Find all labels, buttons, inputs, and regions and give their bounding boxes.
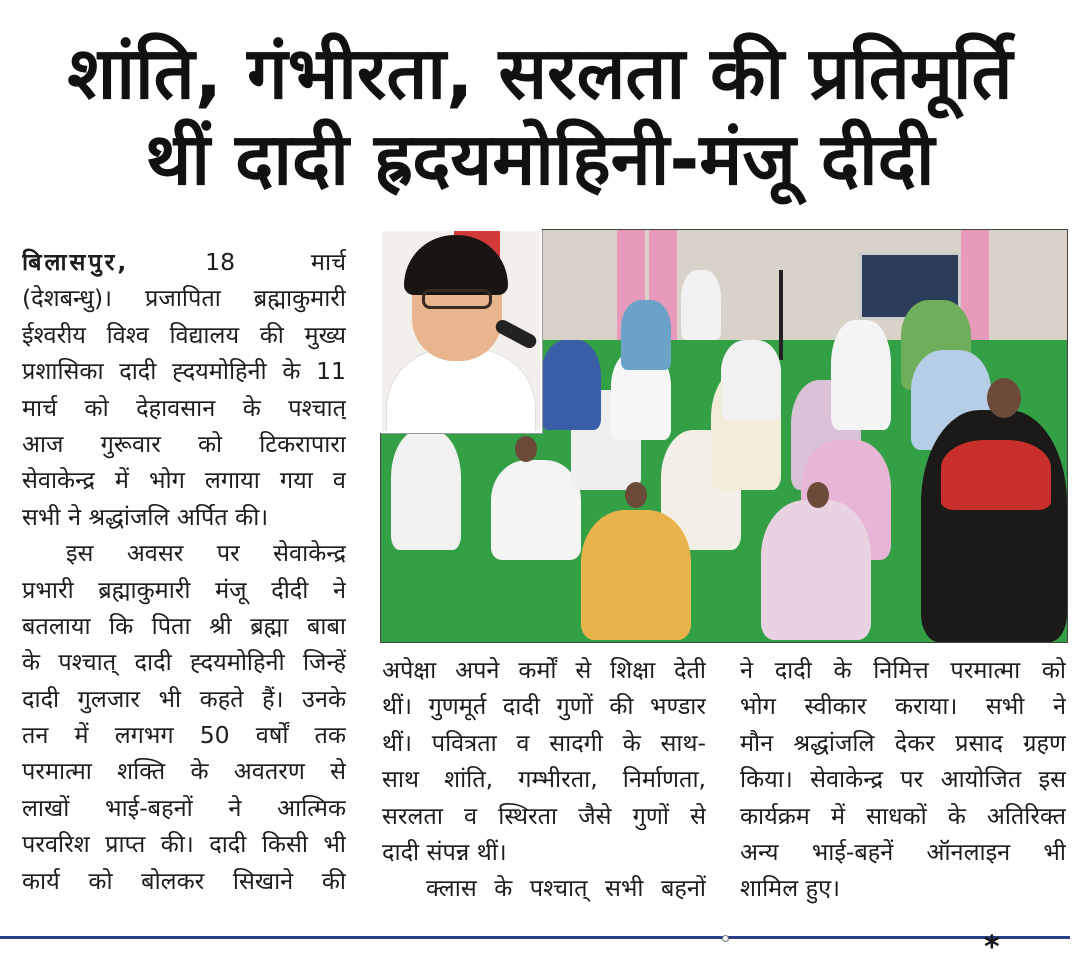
- text-line: प्रशासिका दादी ह्दयमोहिनी के 11: [22, 357, 346, 386]
- photo-person: [681, 270, 721, 340]
- text-line: ने दादी के निमित्त परमात्मा को: [740, 656, 1066, 684]
- text-line: लाखों भाई-बहनों ने आत्मिक: [22, 793, 346, 822]
- text-line: दादी संपन्न थीं।: [382, 837, 507, 866]
- rule-dot: [722, 935, 729, 942]
- text-line: सेवाकेन्द्र में भोग लगाया गया व: [22, 466, 346, 495]
- text-line: मार्च को देहावसान के पश्चात्: [22, 393, 346, 422]
- text-line: अपेक्षा अपने कर्मों से शिक्षा देती: [382, 656, 706, 684]
- end-mark: *: [984, 930, 1000, 965]
- portrait-glasses: [422, 289, 492, 309]
- text-line: भोग स्वीकार कराया। सभी ने: [740, 692, 1066, 721]
- text-line: के पश्चात् दादी ह्दयमोहिनी जिन्हें: [22, 648, 346, 677]
- photo-person-head: [987, 378, 1021, 418]
- text-line: आज गुरूवार को टिकरापारा: [22, 429, 346, 458]
- text-line: किया। सेवाकेन्द्र पर आयोजित इस: [740, 765, 1066, 794]
- text-line: कार्यक्रम में साधकों के अतिरिक्त: [740, 801, 1066, 830]
- text-line: थीं। गुणमूर्त दादी गुणों की भण्डार: [382, 692, 706, 721]
- photo-tripod: [779, 270, 783, 360]
- text-line: तन में लगभग 50 वर्षों तक: [22, 721, 346, 750]
- photo-person: [391, 430, 461, 550]
- photo-person: [491, 460, 581, 560]
- photo-person: [761, 500, 871, 640]
- text-line: अन्य भाई-बहनें ऑनलाइन भी: [740, 837, 1066, 866]
- text-line: (देशबन्धु)। प्रजापिता ब्रह्माकुमारी: [22, 284, 346, 313]
- photo-person-head: [807, 482, 829, 508]
- photo-person-head: [625, 482, 647, 508]
- text-line: बतलाया कि पिता श्री ब्रह्मा बाबा: [22, 611, 346, 640]
- text-line: थीं। पवित्रता व सादगी के साथ-: [382, 728, 706, 757]
- dateline-place: बिलासपुर,: [22, 248, 130, 276]
- headline-line-2: थीं दादी ह्रदयमोहिनी-मंजू दीदी: [145, 117, 935, 201]
- text-line: दादी गुलजार भी कहते हैं। उनके: [22, 684, 346, 713]
- photo-person: [941, 440, 1051, 510]
- text-line: इस अवसर पर सेवाकेन्द्र: [66, 539, 346, 568]
- portrait-robe: [386, 349, 536, 433]
- footer-rule: [0, 936, 1070, 939]
- text-line: मौन श्रद्धांजलि देकर प्रसाद ग्रहण: [740, 728, 1066, 757]
- photo-person: [541, 340, 601, 430]
- article-column-2: [382, 652, 706, 907]
- photo-person: [721, 340, 781, 420]
- photo-person-head: [515, 436, 537, 462]
- text-line: कार्य को बोलकर सिखाने की: [22, 866, 346, 895]
- microphone-icon: [493, 317, 538, 350]
- photo-person: [621, 300, 671, 370]
- headline: [0, 30, 1080, 202]
- article-column-3: [740, 652, 1066, 907]
- text-line: सरलता व स्थिरता जैसे गुणों से: [382, 801, 706, 830]
- article-column-1: [22, 244, 346, 899]
- text-line: परमात्मा शक्ति के अवतरण से: [22, 757, 346, 786]
- text-line: क्लास के पश्चात् सभी बहनों: [426, 874, 706, 903]
- headline-line-1: शांति, गंभीरता, सरलता की प्रतिमूर्ति: [67, 31, 1013, 115]
- dateline: [22, 244, 346, 280]
- photo-person: [581, 510, 691, 640]
- text-line: सभी ने श्रद्धांजलि अर्पित की।: [22, 502, 269, 531]
- text-line: परवरिश प्राप्त की। दादी किसी भी: [22, 830, 346, 859]
- dateline-date: 18 मार्च: [205, 248, 346, 276]
- photo-person: [831, 320, 891, 430]
- text-line: साथ शांति, गम्भीरता, निर्माणता,: [382, 765, 706, 794]
- inset-portrait: [380, 229, 542, 433]
- text-line: प्रभारी ब्रह्माकुमारी मंजू दीदी ने: [22, 575, 346, 604]
- text-line: शामिल हुए।: [740, 874, 840, 903]
- text-line: ईश्वरीय विश्व विद्यालय की मुख्य: [22, 320, 346, 349]
